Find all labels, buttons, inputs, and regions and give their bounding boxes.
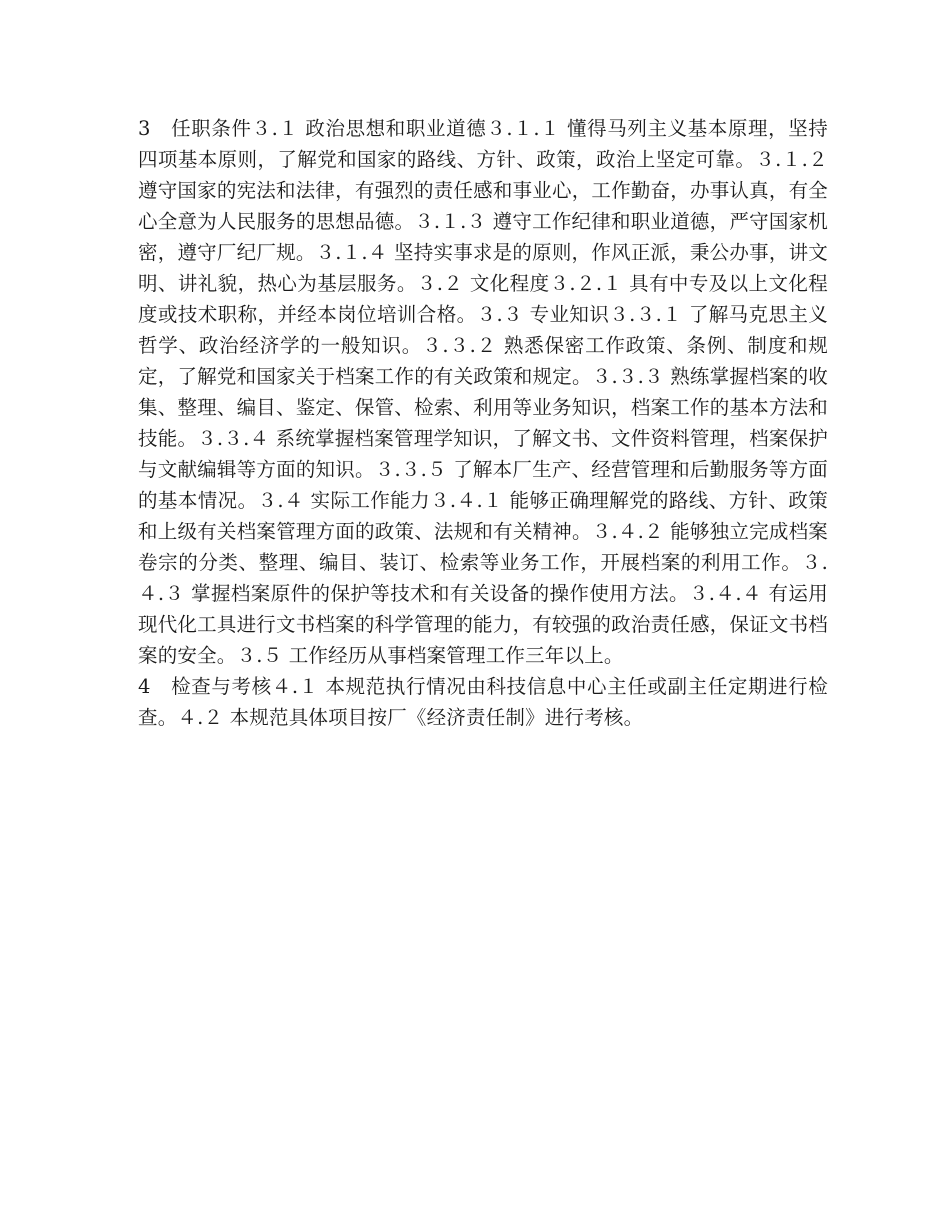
section-3-qualifications: 3 任职条件３.１ 政治思想和职业道德３.１.１ 懂得马列主义基本原理，坚持四项基本原则，了解党和国家的路线、方针、政策，政治上坚定可靠。３.１.２ 遵守国家的宪法和法律，有强烈的责任感和事业心，工作勤奋，办事认真，有全心全意为人民服务的思想品德。３.１.３ 遵守工作纪律和职业道德，严守国家机密，遵守厂纪厂规。３.１.４ 坚持实事求是的原则，作风正派，秉公办事，讲文明、讲礼貌，热心为基层服务。３.２ 文化程度３.２.１ 具有中专及以上文化程度或技术职称，并经本岗位培训合格。３.３ 专业知识３.３.１ 了解马克思主义哲学、政治经济学的一般知识。３.３.２ 熟悉保密工作政策、条例、制度和规定，了解党和国家关于档案工作的有关政策和规定。３.３.３ 熟练掌握档案的收集、整理、编目、鉴定、保管、检索、利用等业务知识，档案工作的基本方法和技能。３.３.４ 系统掌握档案管理学知识，了解文书、文件资料管理，档案保护与文献编辑等方面的知识。３.３.５ 了解本厂生产、经营管理和后勤服务等方面的基本情况。３.４ 实际工作能力３.４.１ 能够正确理解党的路线、方针、政策和上级有关档案管理方面的政策、法规和有关精神。３.４.２ 能够独立完成档案卷宗的分类、整理、编目、装订、检索等业务工作，开展档案的利用工作。３.４.３ 掌握档案原件的保护等技术和有关设备的操作使用方法。３.４.４ 有运用现代化工具进行文书档案的科学管理的能力，有较强的政治责任感，保证文书档案的安全。３.５ 工作经历从事档案管理工作三年以上。 — [138, 117, 828, 667]
section-4-inspection: 4 检查与考核４.１ 本规范执行情况由科技信息中心主任或副主任定期进行检查。４.２ 本规范具体项目按厂《经济责任制》进行考核。 — [138, 675, 828, 729]
document-body — [138, 113, 828, 733]
